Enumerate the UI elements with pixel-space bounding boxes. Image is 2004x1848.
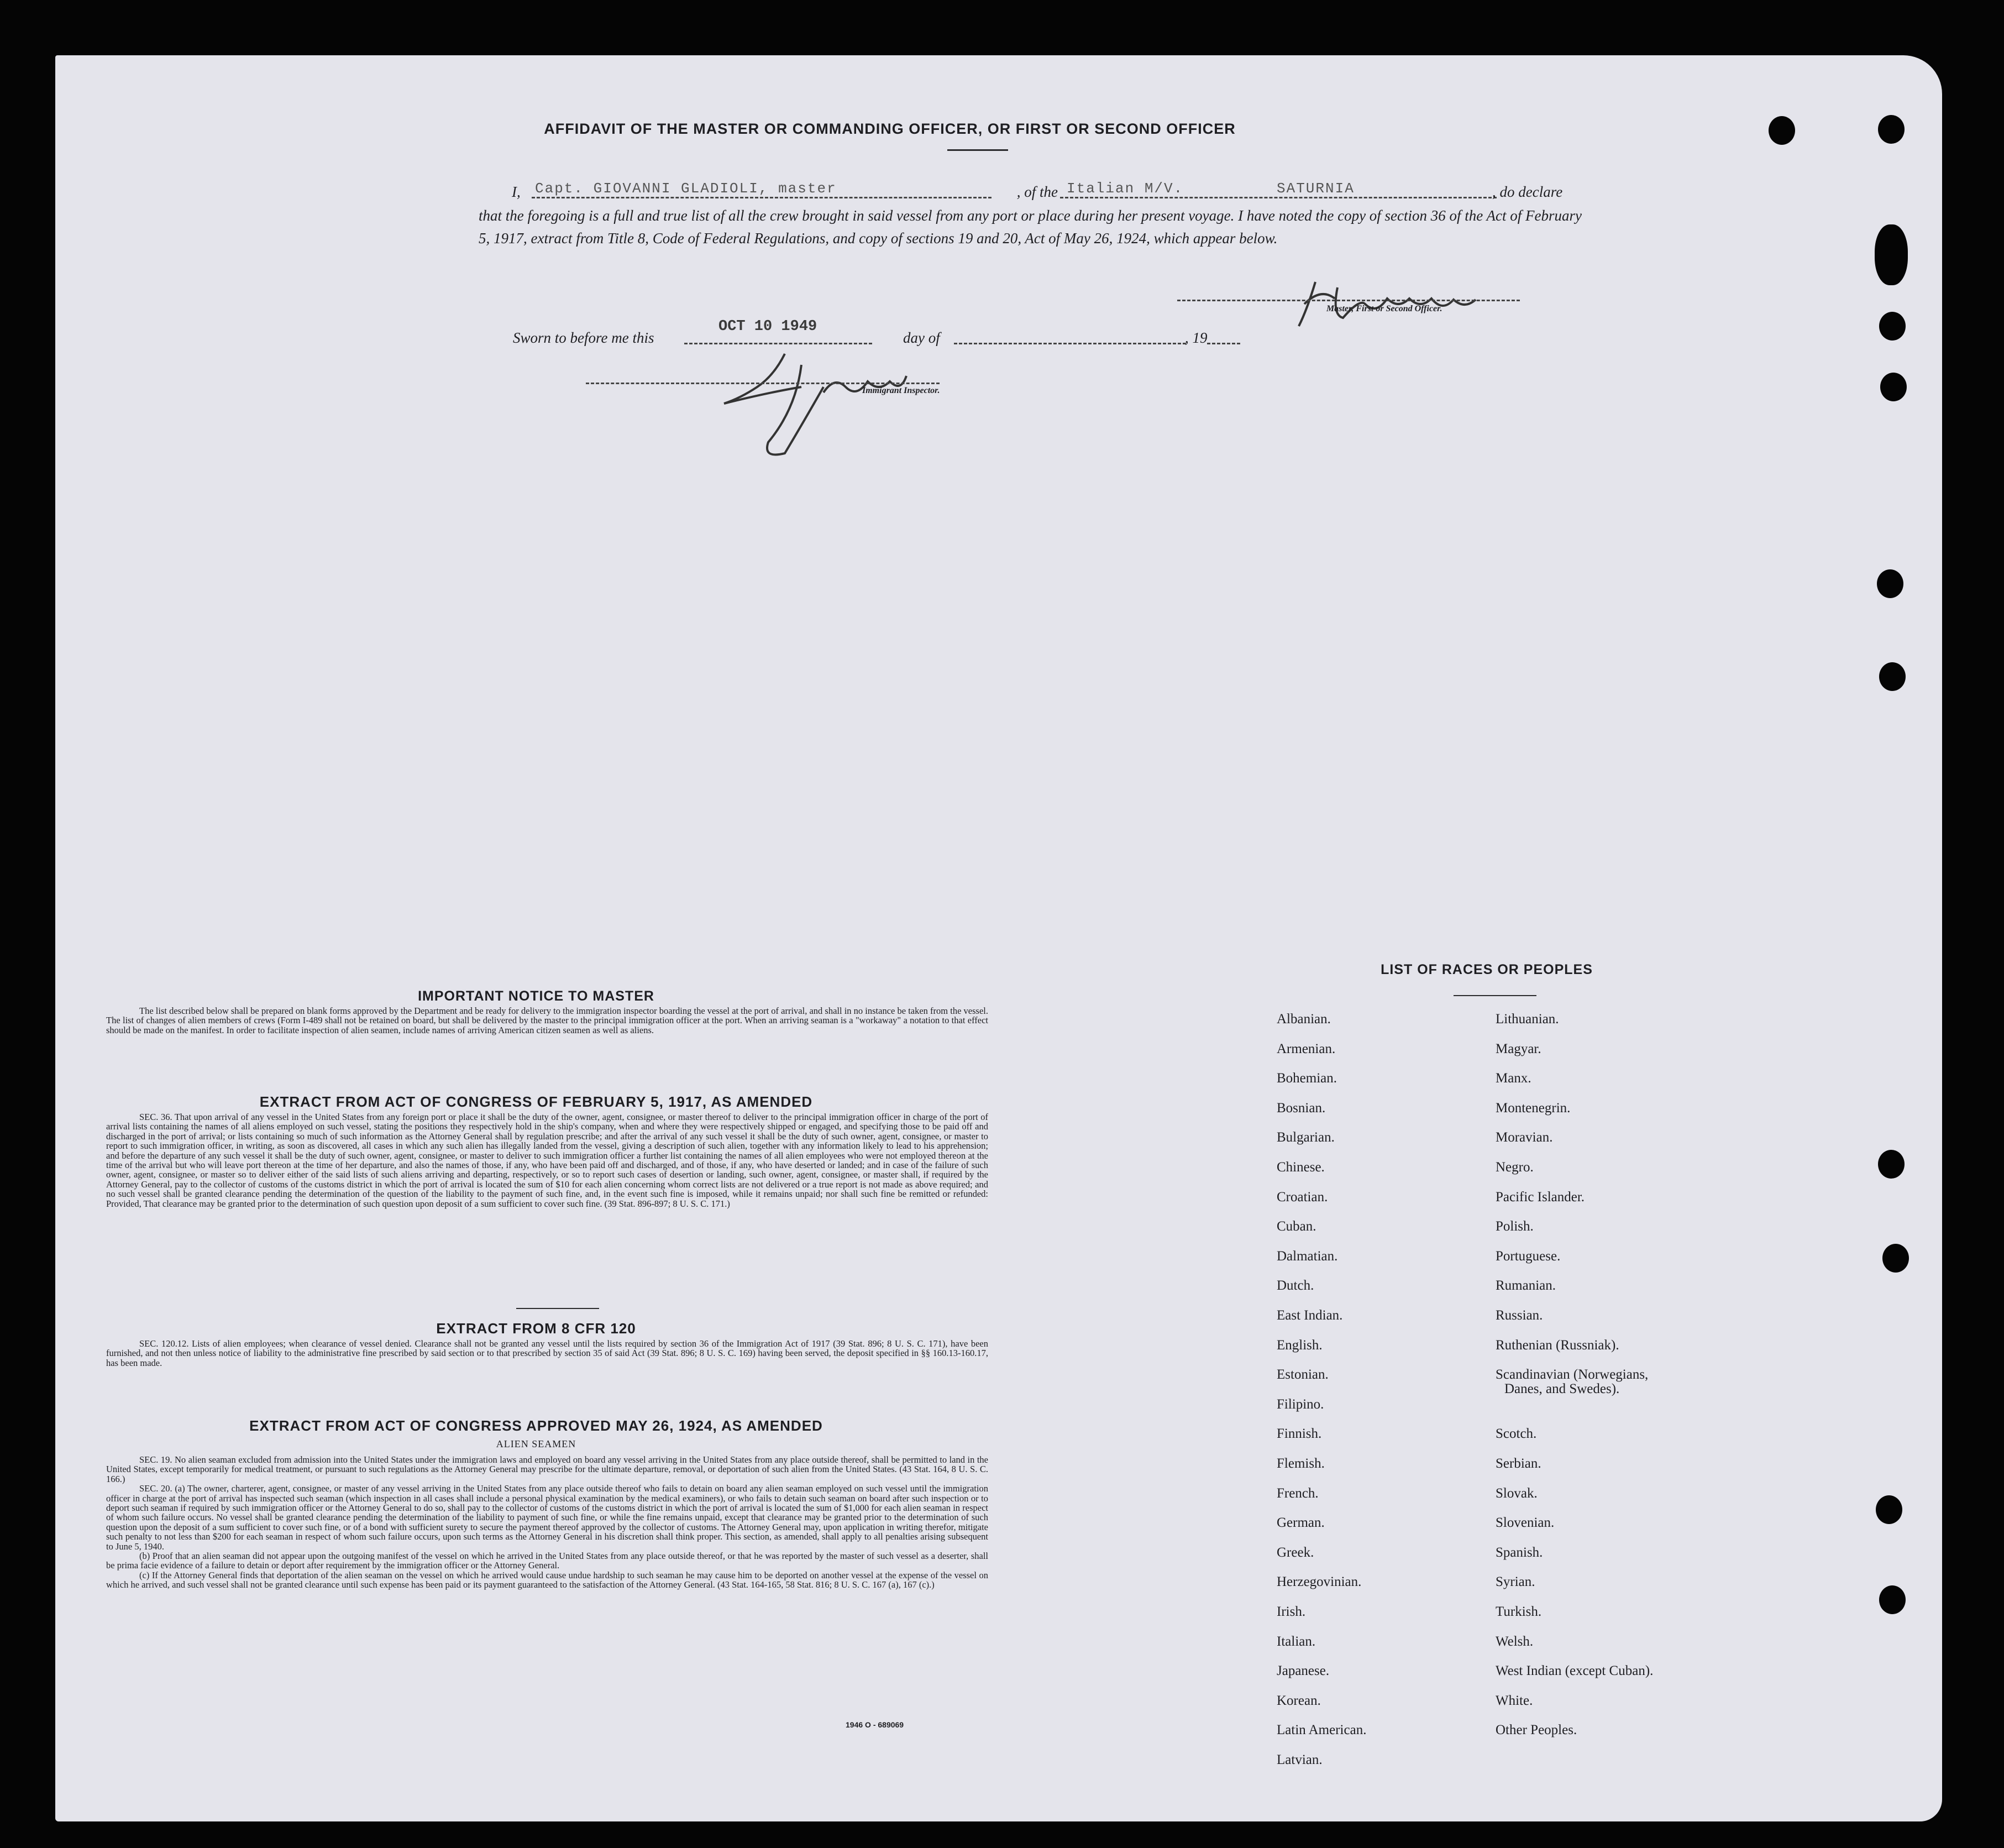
race-item: West Indian (except Cuban). [1496,1663,1654,1679]
race-item: German. [1277,1515,1325,1531]
sworn-stamp: OCT 10 1949 [718,318,817,335]
race-item: Herzegovinian. [1277,1574,1362,1590]
race-item: Scotch. [1496,1426,1537,1442]
race-item: Scandinavian (Norwegians, [1496,1367,1649,1383]
sworn-label: Sworn to before me this [513,329,654,346]
document-sheet [55,55,1942,1821]
divider [516,1308,599,1309]
punch-hole [1882,1244,1909,1273]
race-item: Polish. [1496,1219,1534,1234]
punch-hole [1879,312,1906,341]
punch-hole [1875,224,1908,285]
vessel-line [1060,197,1497,198]
races-underline [1454,995,1536,996]
race-item: Spanish. [1496,1545,1543,1560]
punch-hole [1880,373,1907,401]
punch-hole [1878,115,1905,144]
race-item: Latvian. [1277,1752,1323,1767]
punch-hole [1876,1495,1902,1524]
race-item: French. [1277,1485,1319,1501]
race-item: Welsh. [1496,1634,1534,1649]
race-item: Russian. [1496,1308,1543,1323]
race-item: Albanian. [1277,1012,1331,1027]
race-item: Dalmatian. [1277,1248,1338,1264]
race-item: Rumanian. [1496,1278,1556,1294]
race-item: Serbian. [1496,1456,1541,1471]
extract-1917-title: EXTRACT FROM ACT OF CONGRESS OF FEBRUARY 5, 1917, AS AMENDED [259,1093,813,1110]
punch-hole [1769,116,1795,145]
race-item: Japanese. [1277,1663,1330,1679]
signature-line [1177,300,1520,301]
race-item: Latin American. [1277,1723,1367,1738]
inspector-signature [658,343,989,486]
race-item: Dutch. [1277,1278,1314,1294]
affidavit-i-label: I, [512,184,521,200]
extract-1924-title: EXTRACT FROM ACT OF CONGRESS APPROVED MAY 26, 1924, AS AMENDED [249,1417,823,1434]
race-item: Flemish. [1277,1456,1325,1471]
extract-1924-subtitle: ALIEN SEAMEN [496,1438,576,1449]
master-signature [1282,265,1581,337]
affidavit-title: AFFIDAVIT OF THE MASTER OR COMMANDING OFFICER, OR FIRST OR SECOND OFFICER [544,121,1236,137]
sec-36-text: SEC. 36. That upon arrival of any vessel in the United States from any foreign port or place it shall be the duty of the owner, agent, consignee, or master thereof to deliver to the principal immigration officer in charge of the port of arrival lists containing the names of all aliens employed on such vessel, stating the positions they respectively hold in the ship's company, when and where they were respectively shipped or engaged, and specifying those to be paid off and discharged in the port of arrival; or lists containing so much of such information as the Attorney General shall by regulation prescribe; and after the arrival of any such vessel it shall be the duty of such owner, agent, consignee, or master to report to such immigration officer, in writing, as soon as discovered, all cases in which any such alien has illegally landed from the vessel, giving a description of such alien, together with any information likely to lead to his apprehension; and before the departure of any such vessel it shall be the duty of such owner, agent, consignee, or master to deliver to such immigration officer a further list containing the names of all alien employees who were not employed thereon at the time of the arrival but who will leave port thereon at the time of her departure, and also the names of those, if any, who have been paid off and discharged, and of those, if any, who have deserted or landed; and in case of the failure of such owner, agent, consignee, or master so to deliver either of the said lists of such aliens arriving and departing, respectively, or so to report such cases of desertion or landing, such owner, agent, consignee, or master shall, if required by the Attorney General, pay to the collector of customs of the customs district in which the port of arrival is located the sum of $10 for each alien concerning whom correct lists are not delivered or a true report is not made as above required; and no such vessel shall be granted clearance pending the determination of the question of the liability to the payment of such fine, and, in the event such fine is imposed, while it remains unpaid; nor shall such fine be remitted or refunded: Provided, That clearance may be granted prior to the determination of such question upon deposit of a sum sufficient to cover such fine. (39 Stat. 896-897; 8 U. S. C. 171.) [106,1112,988,1209]
affidavit-body: that the foregoing is a full and true list of all the crew brought in said vessel from any port or place during her present voyage. I have noted the copy of section 36 of the Act of February 5, 1917, extract from Title 8, Code of Federal Regulations, and copy of sections 19 and 20, Act of May 26, 1924, which appear below. [479,207,1582,247]
vessel-type-field: Italian M/V. [1067,180,1184,197]
race-item: Finnish. [1277,1426,1322,1442]
punch-hole [1879,662,1906,691]
race-item: English. [1277,1337,1323,1353]
race-item: White. [1496,1693,1533,1708]
master-name-field: Capt. GIOVANNI GLADIOLI, master [535,180,837,197]
notice-title: IMPORTANT NOTICE TO MASTER [418,988,654,1004]
race-item: Croatian. [1277,1189,1328,1205]
race-item: Bohemian. [1277,1071,1337,1086]
year-line [1207,343,1240,344]
inspector-caption: Immigrant Inspector. [862,386,940,395]
punch-hole [1878,1150,1905,1179]
race-item: Magyar. [1496,1041,1541,1056]
race-item: Irish. [1277,1604,1306,1619]
race-item: Chinese. [1277,1160,1325,1175]
sec-19-text: SEC. 19. No alien seaman excluded from admission into the United States under the immigration laws and employed on board any vessel arriving in the United States from any place outside thereof, shall be permitted to land in the United States, except temporarily for medical treatment, or pursuant to such regulations as the Attorney General may prescribe for the ultimate departure, removal, or deportation of such alien from the United States. (43 Stat. 164, 8 U. S. C. 166.) [106,1454,988,1484]
races-title: LIST OF RACES OR PEOPLES [1381,962,1593,977]
vessel-name-field: SATURNIA [1277,180,1355,197]
inspector-line [586,383,940,384]
race-item: Lithuanian. [1496,1012,1559,1027]
race-item: Syrian. [1496,1574,1535,1590]
punch-hole [1877,569,1903,598]
race-item: Greek. [1277,1545,1314,1560]
race-item: Turkish. [1496,1604,1542,1619]
name-line [532,197,991,198]
extract-cfr-body [106,1339,988,1368]
sec-20b-text: (b) Proof that an alien seaman did not appear upon the outgoing manifest of the vessel on which he arrived in the United States from any place outside thereof, or that he was reported by the master of such vessel as a deserter, shall be prima facie evidence of a failure to detain or deport after requirement by the immigration officer or the Attorney General. [106,1551,988,1571]
race-item: East Indian. [1277,1308,1343,1323]
race-item: Manx. [1496,1071,1531,1086]
extract-1924-body [106,1455,988,1590]
race-item: Slovak. [1496,1485,1538,1501]
extract-cfr-title: EXTRACT FROM 8 CFR 120 [436,1320,636,1337]
race-item: Slovenian. [1496,1515,1555,1531]
race-item: Estonian. [1277,1367,1329,1383]
race-item: Korean. [1277,1693,1321,1708]
race-item: Moravian. [1496,1130,1553,1145]
notice-text: The list described below shall be prepared on blank forms approved by the Department and be ready for delivery to the immigration inspector boarding the vessel at the port of arrival, and shall in no instance be taken from the vessel. The list of changes of alien members of crews (Form I-489 shall not be retained on board, but shall be delivered by the master to the principal immigration officer at the port. When an arriving seaman is a "workaway" a notation to that effect should be made on the manifest. In order to facilitate inspection of alien seamen, include names of arriving American citizen seamen as well as aliens. [106,1006,988,1035]
title-underline [947,149,1008,151]
race-item: Danes, and Swedes). [1504,1381,1620,1397]
sec-20a-text: SEC. 20. (a) The owner, charterer, agent, consignee, or master of any vessel arriving in the United States from any place outside thereof who fails to detain on board any alien seaman employed on such vessel until the immigration officer in charge at the port of arrival has inspected such seaman (which inspection in all cases shall include a personal physical examination by the medical examiners), or who fails to detain such seaman on board after such inspection or to deport such seaman if required by such immigration officer or the Attorney General to do so, shall pay to the collector of customs of the customs district in which the port of arrival is located the sum of $1,000 for each alien seaman in respect of whom such failure occurs. No vessel shall be granted clearance pending the determination of the liability to payment of such fine, or while the fine remains unpaid, except that clearance may be granted prior to the determination of such question upon the deposit of a sum sufficient to cover such fine, or of a bond with sufficient surety to secure the payment thereof approved by the collector of customs. The Attorney General may, upon application in writing therefor, mitigate such penalty to not less than $200 for each seaman in respect of whom such failure occurs, upon such terms as the Attorney General in his discretion shall think proper. This section, as amended, shall apply to all penalties arising subsequent to June 5, 1940. [106,1483,988,1552]
notice-body [106,1006,988,1035]
race-item: Cuban. [1277,1219,1316,1234]
signature-caption: Master, First or Second Officer. [1326,304,1442,313]
sec-120-text: SEC. 120.12. Lists of alien employees; when clearance of vessel denied. Clearance shall not be granted any vessel until the lists required by section 36 of the Immigration Act of 1917 (39 Stat. 896; 8 U. S. C. 171), have been furnished, and not then unless notice of liability to the administrative fine prescribed by said section or to that prescribed by section 35 of said Act (39 Stat. 896; 8 U. S. C. 169) having been served, the deposit specified in §§ 160.13-160.17, has been made. [106,1338,988,1368]
extract-1917-body [106,1112,988,1208]
year-label: , 19 [1185,329,1208,346]
race-item: Bosnian. [1277,1100,1326,1116]
race-item: Bulgarian. [1277,1130,1335,1145]
day-of-label: day of [903,329,940,346]
of-the-label: , of the [1016,184,1058,200]
race-item: Montenegrin. [1496,1100,1571,1116]
race-item: Ruthenian (Russniak). [1496,1337,1619,1353]
print-code: 1946 O - 689069 [846,1720,904,1729]
race-item: Other Peoples. [1496,1723,1577,1738]
race-item: Armenian. [1277,1041,1336,1056]
do-declare-label: , do declare [1492,184,1563,200]
race-item: Filipino. [1277,1396,1324,1412]
race-item: Italian. [1277,1634,1316,1649]
race-item: Pacific Islander. [1496,1189,1585,1205]
race-item: Portuguese. [1496,1248,1561,1264]
race-item: Negro. [1496,1160,1534,1175]
punch-hole [1879,1585,1906,1614]
sec-20c-text: (c) If the Attorney General finds that deportation of the alien seaman on the vessel on which he arrived would cause undue hardship to such seaman he may cause him to be deported on another vessel at the expense of the vessel on which he arrived, and such vessel shall not be granted clearance until such expense has been paid or its payment guaranteed to the satisfaction of the Attorney General. (43 Stat. 164-165, 58 Stat. 816; 8 U. S. C. 167 (a), 167 (c).) [106,1569,988,1590]
